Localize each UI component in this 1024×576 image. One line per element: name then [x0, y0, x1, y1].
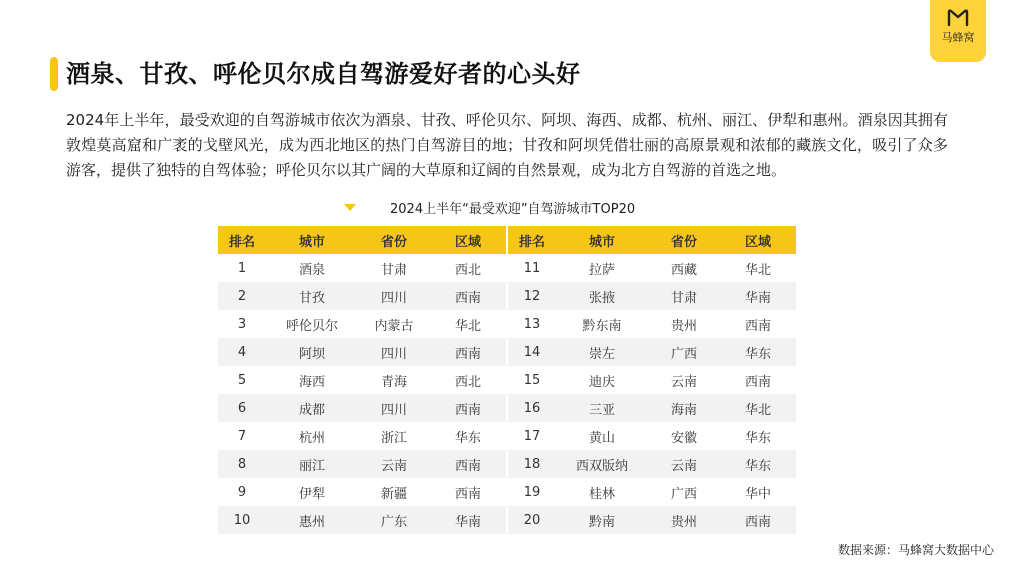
rank-cell: 6 — [218, 394, 266, 422]
header-province: 省份 — [358, 226, 430, 254]
region-cell: 西北 — [454, 262, 481, 278]
table-row — [218, 282, 796, 310]
table-row — [218, 254, 796, 282]
region-cell: 西北 — [454, 374, 481, 390]
city-cell: 海西 — [298, 374, 325, 390]
city-cell: 呼伦贝尔 — [285, 318, 338, 334]
rank-cell: 11 — [523, 260, 541, 276]
rank-cell: 15 — [523, 372, 541, 388]
region-cell: 华北 — [454, 318, 481, 334]
region-cell: 西南 — [454, 486, 481, 502]
province-cell: 广东 — [358, 506, 430, 534]
rank-cell: 10 — [218, 506, 266, 534]
table-row — [218, 506, 796, 534]
province-cell: 甘肃 — [648, 282, 720, 310]
rank-cell: 18 — [508, 450, 556, 478]
city-cell: 拉萨 — [588, 262, 615, 278]
table-body — [218, 254, 796, 534]
title-accent-bar — [50, 57, 58, 91]
header-city: 城市 — [556, 226, 648, 254]
province-cell: 西藏 — [670, 262, 697, 278]
region-cell: 华北 — [720, 394, 796, 422]
city-cell: 张掖 — [556, 282, 648, 310]
table-row — [218, 394, 796, 422]
rank-cell: 1 — [237, 260, 247, 276]
region-cell: 西南 — [744, 374, 771, 390]
rank-cell: 8 — [218, 450, 266, 478]
rank-cell: 5 — [237, 372, 247, 388]
region-cell: 西南 — [430, 450, 506, 478]
region-cell: 华东 — [744, 430, 771, 446]
brand-logo[interactable] — [930, 0, 986, 62]
city-cell: 甘孜 — [266, 282, 358, 310]
caret-down-icon — [344, 204, 356, 211]
rank-cell: 9 — [237, 484, 247, 500]
city-cell: 惠州 — [266, 506, 358, 534]
header-rank: 排名 — [218, 226, 266, 254]
mafengwo-m-icon — [947, 9, 969, 27]
rank-cell: 19 — [523, 484, 541, 500]
table-header-row — [218, 226, 796, 254]
rank-cell: 4 — [218, 338, 266, 366]
header-region: 区域 — [720, 226, 796, 254]
region-cell: 西南 — [720, 506, 796, 534]
province-cell: 四川 — [358, 394, 430, 422]
rank-cell: 3 — [237, 316, 247, 332]
city-cell: 阿坝 — [266, 338, 358, 366]
region-cell: 华东 — [720, 338, 796, 366]
province-cell: 广西 — [670, 486, 697, 502]
rank-cell: 17 — [523, 428, 541, 444]
province-cell: 浙江 — [380, 430, 407, 446]
city-cell: 三亚 — [556, 394, 648, 422]
city-cell: 黔东南 — [582, 318, 622, 334]
region-cell: 华北 — [744, 262, 771, 278]
city-cell: 桂林 — [588, 486, 615, 502]
table-row — [218, 310, 796, 338]
city-cell: 西双版纳 — [556, 450, 648, 478]
region-cell: 华中 — [744, 486, 771, 502]
table-row — [218, 366, 796, 394]
city-cell: 黄山 — [588, 430, 615, 446]
table-caption — [344, 198, 635, 217]
province-cell: 青海 — [380, 374, 407, 390]
data-source: 数据来源：马蜂窝大数据中心 — [837, 543, 994, 557]
logo-text: 马蜂窝 — [941, 31, 975, 44]
city-cell: 伊犁 — [298, 486, 325, 502]
city-cell: 崇左 — [556, 338, 648, 366]
table-row — [218, 478, 796, 506]
rank-cell: 7 — [237, 428, 247, 444]
province-cell: 云南 — [648, 450, 720, 478]
region-cell: 华南 — [430, 506, 506, 534]
province-cell: 四川 — [358, 282, 430, 310]
table-row — [218, 450, 796, 478]
province-cell: 云南 — [670, 374, 697, 390]
province-cell: 贵州 — [670, 318, 697, 334]
intro-paragraph: 2024年上半年，最受欢迎的自驾游城市依次为酒泉、甘孜、呼伦贝尔、阿坝、海西、成都、杭州、丽江、伊犁和惠州。酒泉因其拥有敦煌莫高窟和广袤的戈壁风光，成为西北地区的热门自驾游目的地；甘孜和阿坝凭借壮丽的高原景观和浓郁的藏族文化，吸引了众多游客，提供了独特的自驾体验；呼伦贝尔以其广阔的大草原和辽阔的自然景观，成为北方自驾游的首选之地。 — [66, 111, 948, 179]
table-row — [218, 422, 796, 450]
province-cell: 内蒙古 — [374, 318, 414, 334]
city-cell: 黔南 — [556, 506, 648, 534]
table-caption-text: 2024上半年“最受欢迎”自驾游城市TOP20 — [390, 202, 636, 217]
rank-cell: 12 — [508, 282, 556, 310]
city-cell: 丽江 — [266, 450, 358, 478]
table-row — [218, 338, 796, 366]
province-cell: 贵州 — [648, 506, 720, 534]
rank-cell: 20 — [508, 506, 556, 534]
header-city: 城市 — [266, 226, 358, 254]
city-cell: 酒泉 — [298, 262, 325, 278]
rank-cell: 13 — [523, 316, 541, 332]
region-cell: 西南 — [744, 318, 771, 334]
province-cell: 广西 — [648, 338, 720, 366]
city-cell: 成都 — [266, 394, 358, 422]
province-cell: 甘肃 — [380, 262, 407, 278]
region-cell: 西南 — [430, 394, 506, 422]
city-cell: 迪庆 — [588, 374, 615, 390]
page-title: 酒泉、甘孜、呼伦贝尔成自驾游爱好者的心头好 — [66, 60, 581, 88]
region-cell: 西南 — [430, 338, 506, 366]
province-cell: 云南 — [358, 450, 430, 478]
region-cell: 华东 — [454, 430, 481, 446]
province-cell: 四川 — [358, 338, 430, 366]
rank-cell: 16 — [508, 394, 556, 422]
province-cell: 安徽 — [670, 430, 697, 446]
header-rank: 排名 — [508, 226, 556, 254]
ranking-table — [218, 226, 796, 534]
city-cell: 杭州 — [298, 430, 325, 446]
region-cell: 华南 — [720, 282, 796, 310]
province-cell: 海南 — [648, 394, 720, 422]
header-province: 省份 — [648, 226, 720, 254]
rank-cell: 14 — [508, 338, 556, 366]
region-cell: 华东 — [720, 450, 796, 478]
region-cell: 西南 — [430, 282, 506, 310]
header-region: 区域 — [430, 226, 506, 254]
province-cell: 新疆 — [380, 486, 407, 502]
rank-cell: 2 — [218, 282, 266, 310]
